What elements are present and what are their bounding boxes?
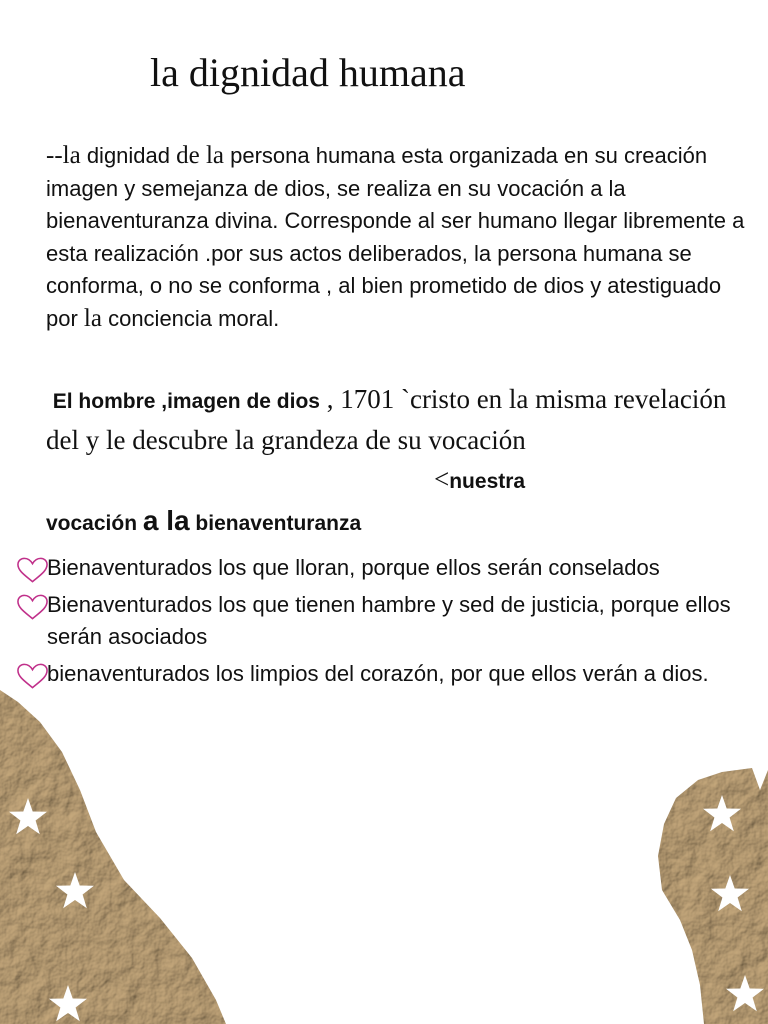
star-icon: [711, 875, 749, 911]
paragraph-la: la: [83, 304, 102, 332]
heading-el-hombre: El hombre ,imagen de dios: [52, 390, 320, 413]
heart-icon: [16, 593, 49, 621]
paragraph-lead-dashes: --: [46, 142, 63, 169]
list-item: [0, 658, 768, 690]
beatitudes-list: [0, 552, 768, 690]
heading-bienaventuranza: bienaventuranza: [189, 512, 362, 535]
star-icon: [703, 795, 741, 831]
star-icon: [49, 985, 87, 1021]
paragraph-lead-word: la: [62, 142, 81, 169]
list-item: [0, 589, 768, 653]
paper-left: [0, 690, 226, 1024]
star-icon: [726, 975, 764, 1011]
heading-vocacion: vocación: [46, 512, 143, 535]
list-item-text: bienaventurados los limpios del corazón, por que ellos verán a dios.: [47, 661, 709, 686]
paragraph-text-3: conciencia moral.: [101, 305, 280, 331]
paragraph2-serif-text: , 1701 `cristo en la misma revelación del y le descubre la grandeza de su vocación: [46, 384, 727, 455]
list-item-text: Bienaventurados los que lloran, porque ellos serán conselados: [47, 555, 660, 580]
paper-right: [658, 768, 768, 1024]
page-title: la dignidad humana: [150, 50, 466, 95]
paragraph-text-2: persona humana esta organizada en su creación imagen y semejanza de dios, se realiza en su vocación a la bienaventuranza divina. Corresponde al ser humano llegar libremente a esta realización .por sus actos deliberados, la persona humana se conforma, o no se conforma , al bien prometido de dios y atestiguado por: [46, 143, 745, 331]
heading-a-la: a la: [142, 505, 190, 536]
list-item: [0, 552, 768, 584]
paragraph-text-1: dignidad: [80, 143, 177, 168]
paragraph-de-la: de la: [176, 142, 225, 169]
star-icon: [56, 872, 94, 908]
star-icon: [9, 798, 47, 834]
heart-icon: [16, 662, 49, 690]
heading-nuestra: nuestra: [449, 470, 526, 493]
heart-icon: [16, 556, 49, 584]
list-item-text: Bienaventurados los que tienen hambre y sed de justicia, porque ellos serán asociados: [47, 592, 731, 649]
less-than-sign: <: [434, 464, 450, 494]
dignity-paragraph: [46, 140, 746, 335]
image-of-god-paragraph: [46, 380, 758, 543]
